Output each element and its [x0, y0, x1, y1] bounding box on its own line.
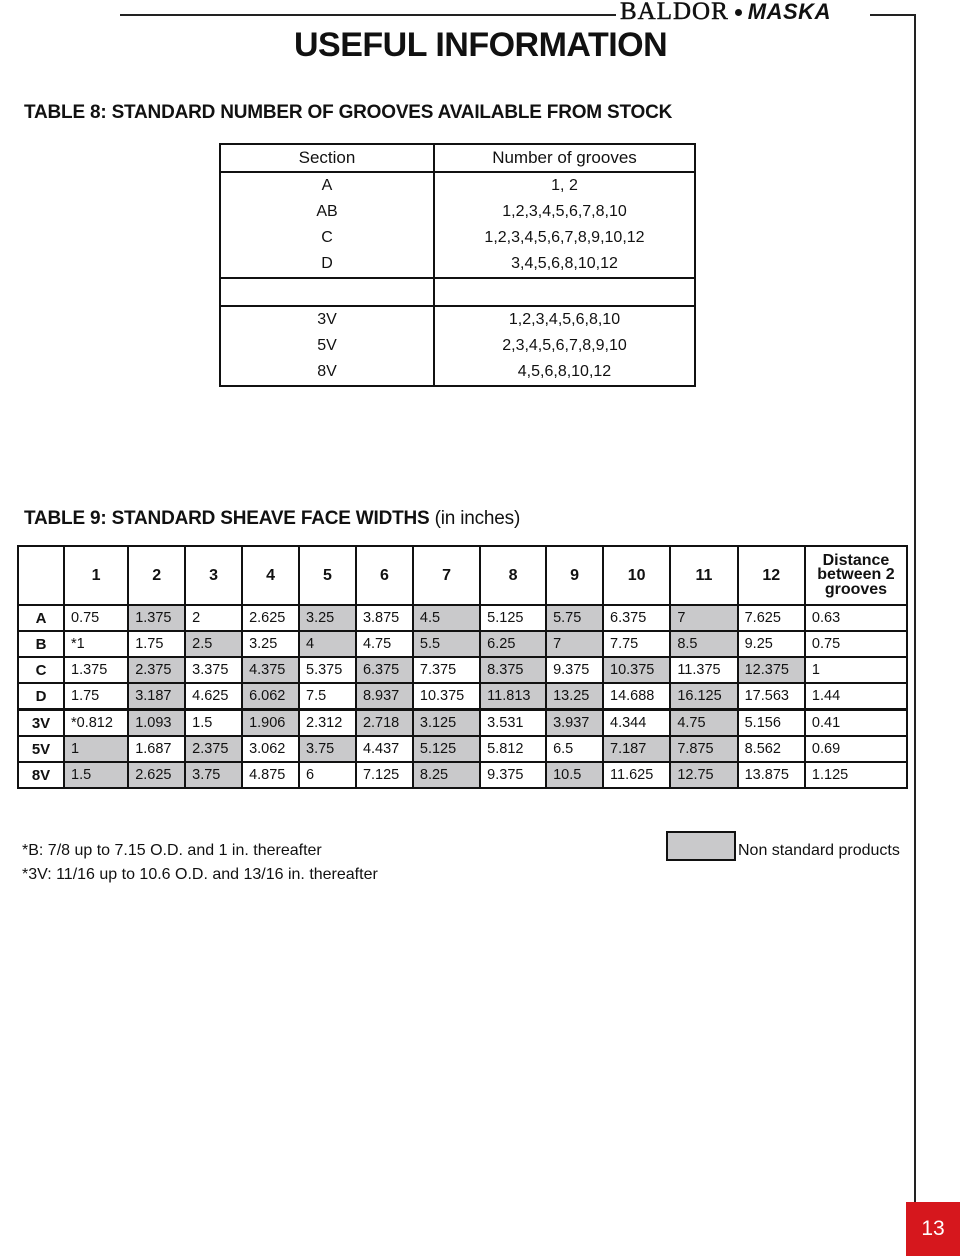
- table9-cell: 3.937: [546, 710, 603, 737]
- table9-header-cell: 9: [546, 546, 603, 605]
- table9-cell: 6.5: [546, 736, 603, 762]
- table9-cell: 3.875: [356, 605, 413, 631]
- distance-header-line: between 2: [817, 566, 895, 584]
- table8-row: [220, 225, 695, 251]
- distance-header-line: Distance: [822, 551, 890, 569]
- table9-cell: 7.75: [603, 631, 670, 657]
- table9-cell: 1.375: [128, 605, 185, 631]
- table9-cell: 2.625: [242, 605, 299, 631]
- table9-header-cell: 8: [480, 546, 546, 605]
- table8-cell: 1, 2: [434, 172, 695, 199]
- table8-title: TABLE 8: STANDARD NUMBER OF GROOVES AVAILABLE FROM STOCK: [24, 102, 673, 123]
- table9-cell: *1: [64, 631, 128, 657]
- table8-cell: 8V: [220, 359, 434, 386]
- table8-cell: 1,2,3,4,5,6,7,8,10: [434, 199, 695, 225]
- brand-logo: [620, 0, 831, 24]
- table8-cell: 4,5,6,8,10,12: [434, 359, 695, 386]
- table8-cell: 3V: [220, 306, 434, 333]
- table9-row-label: D: [18, 683, 64, 710]
- legend-label: Non standard products: [738, 842, 900, 859]
- table9-cell: 3.25: [242, 631, 299, 657]
- table9-cell: 3.187: [128, 683, 185, 710]
- table9-cell: 1.125: [805, 762, 907, 788]
- table9-cell: 6: [299, 762, 356, 788]
- table9-cell: 11.625: [603, 762, 670, 788]
- table9-cell: 1.375: [64, 657, 128, 683]
- table8-cell: D: [220, 251, 434, 278]
- table9-header-cell: 5: [299, 546, 356, 605]
- table9-cell: 4.437: [356, 736, 413, 762]
- brand-name-maska: MASKA: [747, 0, 831, 24]
- table9-cell: 2.375: [185, 736, 242, 762]
- table8-row: [220, 251, 695, 278]
- table9-cell: 12.375: [738, 657, 805, 683]
- table9-cell: 10.5: [546, 762, 603, 788]
- table9-cell: 6.375: [603, 605, 670, 631]
- table9-row: [18, 710, 907, 737]
- right-rule: [914, 14, 916, 1256]
- page-number: 13: [906, 1202, 960, 1256]
- table9-header-row: [18, 546, 907, 605]
- table9-cell: 13.875: [738, 762, 805, 788]
- table9-cell: 1.5: [64, 762, 128, 788]
- table8-cell: 3,4,5,6,8,10,12: [434, 251, 695, 278]
- table9-cell: 8.5: [670, 631, 737, 657]
- table9-cell: 1.44: [805, 683, 907, 710]
- table9-cell: 6.062: [242, 683, 299, 710]
- brand-name-baldor: BALDOR: [620, 0, 729, 25]
- table9-row-label: 5V: [18, 736, 64, 762]
- table9-cell: 10.375: [603, 657, 670, 683]
- table9-cell: 14.688: [603, 683, 670, 710]
- distance-header-line: grooves: [824, 580, 888, 598]
- table9-row: [18, 605, 907, 631]
- table8-header-row: [220, 144, 695, 172]
- table9-cell: 9.375: [480, 762, 546, 788]
- table9-row: [18, 683, 907, 710]
- table9-cell: 7: [546, 631, 603, 657]
- table8-header-cell: Section: [220, 144, 434, 172]
- note-3v: *3V: 11/16 up to 10.6 O.D. and 13/16 in. thereafter: [22, 866, 378, 883]
- table9-cell: 4.625: [185, 683, 242, 710]
- table8-cell: 2,3,4,5,6,7,8,9,10: [434, 333, 695, 359]
- table9-cell: 13.25: [546, 683, 603, 710]
- table9-cell: 0.63: [805, 605, 907, 631]
- table9-cell: 4: [299, 631, 356, 657]
- table8-cell: A: [220, 172, 434, 199]
- table8-row: [220, 199, 695, 225]
- table9-cell: 3.75: [185, 762, 242, 788]
- table9-cell: 11.375: [670, 657, 737, 683]
- table9-cell: 4.75: [356, 631, 413, 657]
- table9-cell: 1: [805, 657, 907, 683]
- table8-cell: C: [220, 225, 434, 251]
- table9-row: [18, 657, 907, 683]
- table9-cell: 8.562: [738, 736, 805, 762]
- table9-header-cell: 11: [670, 546, 737, 605]
- table8-cell: AB: [220, 199, 434, 225]
- table9-cell: 1.75: [128, 631, 185, 657]
- table9-row: [18, 631, 907, 657]
- table9-cell: 5.125: [413, 736, 480, 762]
- table9-cell: 7.375: [413, 657, 480, 683]
- table8-cell: 1,2,3,4,5,6,7,8,9,10,12: [434, 225, 695, 251]
- table8-row: [220, 359, 695, 386]
- table8-cell: 5V: [220, 333, 434, 359]
- table9-cell: 1.687: [128, 736, 185, 762]
- table9-cell: 5.5: [413, 631, 480, 657]
- table8-row: [220, 278, 695, 306]
- table8-cell: [434, 278, 695, 306]
- table9-cell: 4.875: [242, 762, 299, 788]
- table9-header-cell: 12: [738, 546, 805, 605]
- table9-header-cell: 6: [356, 546, 413, 605]
- table9-cell: 2: [185, 605, 242, 631]
- table9-header-cell: 1: [64, 546, 128, 605]
- table9-cell: 7.187: [603, 736, 670, 762]
- table9-cell: 1.093: [128, 710, 185, 737]
- table9-cell: 7.125: [356, 762, 413, 788]
- table9-cell: 1.5: [185, 710, 242, 737]
- table9-row-label: 3V: [18, 710, 64, 737]
- legend-swatch: [666, 831, 736, 861]
- table9-cell: 0.41: [805, 710, 907, 737]
- table9-cell: 16.125: [670, 683, 737, 710]
- table9-title: [24, 508, 520, 530]
- table9-cell: 4.344: [603, 710, 670, 737]
- table9-cell: 3.375: [185, 657, 242, 683]
- table9-cell: 7.875: [670, 736, 737, 762]
- table9-header-cell: 4: [242, 546, 299, 605]
- table9-cell: 3.062: [242, 736, 299, 762]
- table9-cell: 5.75: [546, 605, 603, 631]
- table9-row-label: B: [18, 631, 64, 657]
- page-title: USEFUL INFORMATION: [294, 26, 668, 64]
- top-rule-right: [870, 14, 916, 16]
- table9: [17, 545, 908, 789]
- table9-cell: 5.156: [738, 710, 805, 737]
- note-b: *B: 7/8 up to 7.15 O.D. and 1 in. thereafter: [22, 842, 322, 859]
- table9-row: [18, 736, 907, 762]
- table9-header-cell: 2: [128, 546, 185, 605]
- table9-cell: 17.563: [738, 683, 805, 710]
- table9-cell: 3.125: [413, 710, 480, 737]
- table9-cell: 5.375: [299, 657, 356, 683]
- table9-header-cell: 3: [185, 546, 242, 605]
- top-rule: [120, 14, 616, 16]
- table8: [219, 143, 696, 387]
- table9-cell: 5.125: [480, 605, 546, 631]
- table9-row-label: C: [18, 657, 64, 683]
- table9-cell: 12.75: [670, 762, 737, 788]
- table9-title-main: TABLE 9: STANDARD SHEAVE FACE WIDTHS: [24, 508, 430, 529]
- table9-cell: 2.5: [185, 631, 242, 657]
- table9-cell: *0.812: [64, 710, 128, 737]
- table9-header-cell: 10: [603, 546, 670, 605]
- table9-cell: 0.75: [805, 631, 907, 657]
- table9-cell: 2.718: [356, 710, 413, 737]
- table9-cell: 1: [64, 736, 128, 762]
- table9-cell: 7.5: [299, 683, 356, 710]
- table9-cell: 11.813: [480, 683, 546, 710]
- table9-title-suffix: (in inches): [434, 508, 521, 529]
- table9-cell: 2.625: [128, 762, 185, 788]
- table9-cell: 2.312: [299, 710, 356, 737]
- brand-dot: [735, 9, 742, 16]
- table9-cell: 7: [670, 605, 737, 631]
- table9-cell: 9.25: [738, 631, 805, 657]
- table9-cell: 3.25: [299, 605, 356, 631]
- table8-cell: 1,2,3,4,5,6,8,10: [434, 306, 695, 333]
- table9-row-label: A: [18, 605, 64, 631]
- table9-cell: 0.75: [64, 605, 128, 631]
- table9-cell: 9.375: [546, 657, 603, 683]
- table8-header-cell: Number of grooves: [434, 144, 695, 172]
- table9-cell: 4.5: [413, 605, 480, 631]
- table9-cell: 5.812: [480, 736, 546, 762]
- table8-cell: [220, 278, 434, 306]
- table9-cell: 8.375: [480, 657, 546, 683]
- table9-row-label: 8V: [18, 762, 64, 788]
- table9-cell: 7.625: [738, 605, 805, 631]
- table8-row: [220, 172, 695, 199]
- table9-cell: 1.75: [64, 683, 128, 710]
- table9-cell: 8.25: [413, 762, 480, 788]
- table9-cell: 6.375: [356, 657, 413, 683]
- table9-cell: 4.75: [670, 710, 737, 737]
- table9-cell: 1.906: [242, 710, 299, 737]
- table9-header-cell: 7: [413, 546, 480, 605]
- table9-cell: 6.25: [480, 631, 546, 657]
- table8-row: [220, 333, 695, 359]
- table9-cell: 8.937: [356, 683, 413, 710]
- table8-row: [220, 306, 695, 333]
- table9-cell: 2.375: [128, 657, 185, 683]
- table9-cell: 3.75: [299, 736, 356, 762]
- table9-cell: 10.375: [413, 683, 480, 710]
- table9-corner-cell: [18, 546, 64, 605]
- table9-distance-header: [805, 546, 907, 605]
- table9-row: [18, 762, 907, 788]
- table9-cell: 0.69: [805, 736, 907, 762]
- table9-cell: 4.375: [242, 657, 299, 683]
- table9-cell: 3.531: [480, 710, 546, 737]
